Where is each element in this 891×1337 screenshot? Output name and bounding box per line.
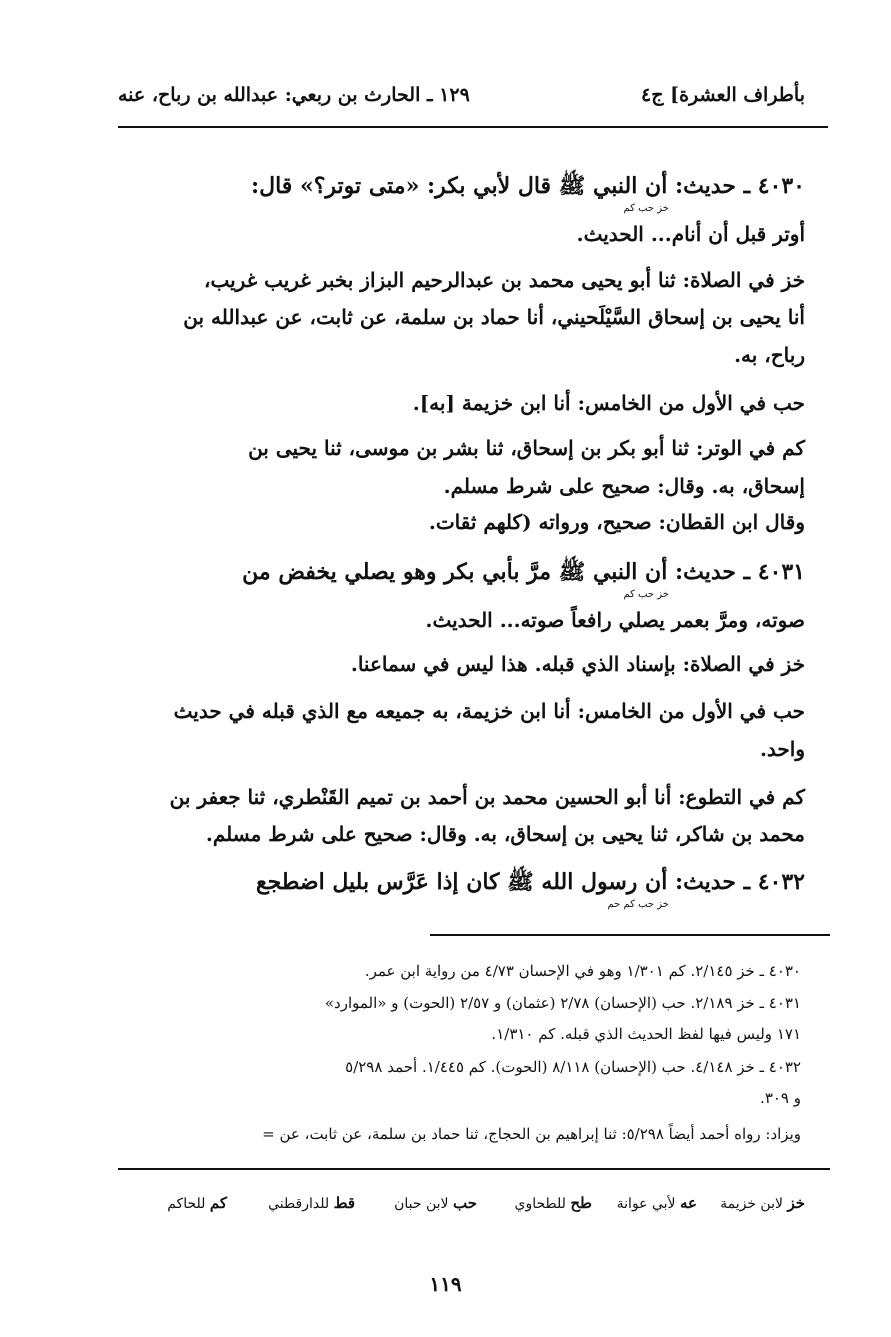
header-rule <box>118 126 828 128</box>
footnote-line: و ٣٠٩. <box>760 1089 801 1107</box>
running-header <box>118 84 805 114</box>
hadith-text-4030: أوتر قبل أن أنام... الحديث. <box>576 222 805 246</box>
source-line: وقال ابن القطان: صحيح، ورواته (كلهم ثقات. <box>428 510 805 534</box>
footnote-line: ٤٠٣١ ـ خز ٢/١٨٩. حب (الإحسان) ٢/٧٨ (عثمان) و ٢/٥٧ (الحوت) و «الموارد» <box>324 994 801 1012</box>
source-line: حب في الأول من الخامس: أنا ابن خزيمة [به]. <box>412 391 805 415</box>
source-line: خز في الصلاة: ثنا أبو يحيى محمد بن عبدالرحيم البزاز بخبر غريب غريب، <box>204 268 805 292</box>
footnote-rule <box>430 934 830 936</box>
source-line: واحد. <box>759 737 805 761</box>
source-line: خز في الصلاة: بإسناد الذي قبله. هذا ليس في سماعنا. <box>350 652 805 676</box>
hadith-text-4031: صوته، ومرَّ بعمر يصلي رافعاً صوته... الحديث. <box>425 608 805 632</box>
footnote-line: ٤٠٣٠ ـ خز ٢/١٤٥. كم ١/٣٠١ وهو في الإحسان ٤/٧٣ من رواية ابن عمر. <box>364 962 801 980</box>
source-line: رباح، به. <box>734 343 805 367</box>
header-chapter-title: ١٢٩ ـ الحارث بن ربعي: عبدالله بن رباح، عنه <box>118 84 470 106</box>
footnote-line: ١٧١ وليس فيها لفظ الحديث الذي قبله. كم ١/٣١٠. <box>491 1025 801 1043</box>
abbr-item: طح للطحاوي <box>514 1194 592 1212</box>
hadith-heading-4031: ٤٠٣١ ـ حديث: أن النبي ﷺ مرَّ بأبي بكر وهو يصلي يخفض من <box>242 559 805 585</box>
abbr-item: عه لأبي عوانة <box>616 1194 697 1212</box>
abbr-item: كم للحاكم <box>167 1194 227 1212</box>
footnote-line: ويزاد: رواه أحمد أيضاً ٥/٢٩٨: ثنا إبراهيم بن الحجاج، ثنا حماد بن سلمة، عن ثابت، عن = <box>262 1125 801 1143</box>
sigla-4032: خز حب كم حم <box>607 899 669 910</box>
source-line: حب في الأول من الخامس: أنا ابن خزيمة، به جميعه مع الذي قبله في حديث <box>173 699 805 723</box>
source-line: محمد بن شاكر، ثنا يحيى بن إسحاق، به. وقال: صحيح على شرط مسلم. <box>205 822 805 846</box>
source-line: كم في التطوع: أنا أبو الحسين محمد بن أحمد بن تميم القَنْطري، ثنا جعفر بن <box>169 785 805 809</box>
abbr-item: خز لابن خزيمة <box>720 1194 805 1212</box>
page-number: ١١٩ <box>429 1272 462 1296</box>
source-line: كم في الوتر: ثنا أبو بكر بن إسحاق، ثنا بشر بن موسى، ثنا يحيى بن <box>248 436 805 460</box>
header-book-title: بأطراف العشرة] ج٤ <box>641 84 805 106</box>
source-line: أنا يحيى بن إسحاق السَّيْلَحيني، أنا حماد بن سلمة، عن ثابت، عن عبدالله بن <box>183 305 805 329</box>
hadith-heading-4032: ٤٠٣٢ ـ حديث: أن رسول الله ﷺ كان إذا عَرَّس بليل اضطجع <box>255 869 805 895</box>
sigla-4030: خز حب كم <box>623 203 669 214</box>
sigla-4031: خز حب كم <box>623 589 669 600</box>
abbr-item: قط للدارقطني <box>268 1194 355 1212</box>
abbr-item: حب لابن حبان <box>394 1194 477 1212</box>
source-line: إسحاق، به. وقال: صحيح على شرط مسلم. <box>443 474 805 498</box>
footnote-line: ٤٠٣٢ ـ خز ٤/١٤٨. حب (الإحسان) ٨/١١٨ (الحوت). كم ١/٤٤٥. أحمد ٥/٢٩٨ <box>345 1058 801 1076</box>
hadith-heading-4030: ٤٠٣٠ ـ حديث: أن النبي ﷺ قال لأبي بكر: «متى توتر؟» قال: <box>251 173 805 199</box>
key-rule <box>118 1168 830 1170</box>
